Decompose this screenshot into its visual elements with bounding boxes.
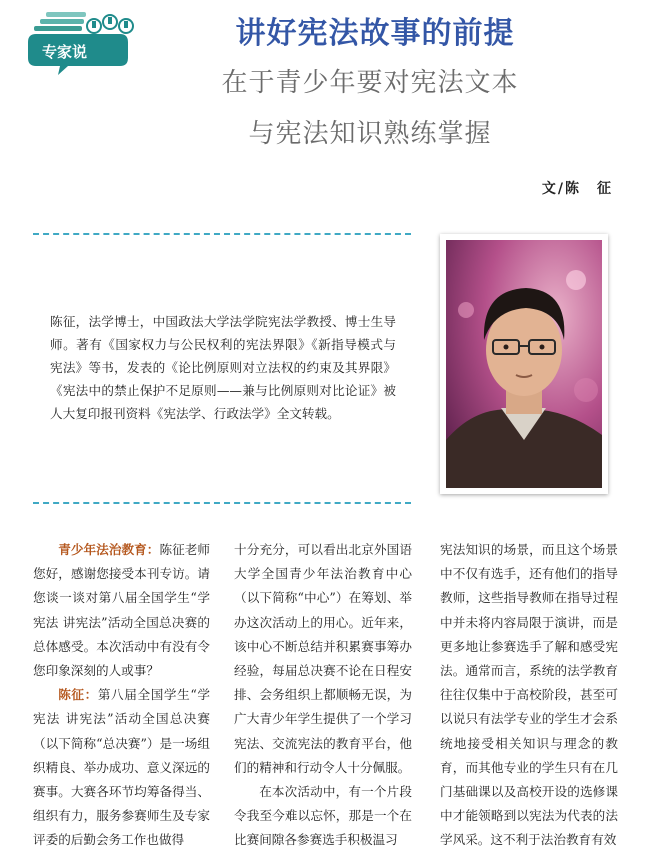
interviewee-label: 陈征： <box>58 687 98 703</box>
paragraph-continued: 宪法知识的场景，而且这个场景中不仅有选手，还有他们的指导教师，这些指导教师在指导过程中并未将内容局限于演讲，而是更多地让参赛选手了解和感受宪法。通常而言，系统的法学教育往往仅集中于高校阶段，甚至可以说只有法学专业的学生才会系统地接受相关知识与理念的教育，而其他专业的学生只有在几门基础课以及高校开设的选修课中才能领略到以宪法为代表的法学风采。这不利于法治教育有效 <box>440 542 618 848</box>
author-bio: 陈征，法学博士，中国政法大学法学院宪法学教授、博士生导师。著有《国家权力与公民权利的宪法界限》《新指导模式与宪法》等书，发表的《论比例原则对立法权的约束及其界限》《宪法中的禁止保护不足原则——兼与比例原则对比论证》被人大复印报刊资料《宪法学、行政法学》全文转载。 <box>50 314 396 421</box>
body-column-2 <box>234 538 412 853</box>
column-tag-logo <box>28 8 148 78</box>
paragraph-continued: 十分充分，可以看出北京外国语大学全国青少年法治教育中心（以下简称“中心”）在筹划、举办这次活动上的用心。近年来，该中心不断总结并积累赛事筹办经验，每届总决赛不论在日程安排、会务组织上都顺畅无误，为广大青少年学生提供了一个学习宪法、交流宪法的教育平台，他们的精神和行动令人十分佩服。 <box>234 542 412 775</box>
article-subtitle-line-2: 与宪法知识熟练掌握 <box>248 119 492 149</box>
interviewer-label: 青少年法治教育： <box>58 542 160 557</box>
paragraph: 在本次活动中，有一个片段令我至今难以忘怀，那是一个在比赛间隙各参赛选手积极温习 <box>234 784 412 848</box>
author-byline: 文/陈 征 <box>541 181 613 197</box>
author-portrait-photo <box>446 240 602 488</box>
divider-top <box>33 233 411 235</box>
body-column-1 <box>33 538 210 853</box>
answer-paragraph <box>33 683 210 852</box>
article-title: 讲好宪法故事的前提 <box>235 16 515 51</box>
column-tag-label: 专家说 <box>42 43 88 61</box>
body-column-3 <box>440 538 618 853</box>
question-text: 陈征老师您好，感谢您接受本刊专访。请您谈一谈对第八届全国学生“学宪法 讲宪法”活动全国总决赛的总体感受。本次活动中有没有令您印象深刻的人或事？ <box>33 542 210 679</box>
author-photo-frame <box>440 234 608 494</box>
question-paragraph <box>33 538 210 683</box>
answer-text: 第八届全国学生“学宪法 讲宪法”活动全国总决赛（以下简称“总决赛”）是一场组织精良、举办成功、意义深远的赛事。大赛各环节均筹备得当、组织有力，服务参赛师生及专家评委的后勤会务工作也做得 <box>33 687 210 848</box>
divider-bottom <box>33 502 411 504</box>
article-subtitle-line-1: 在于青少年要对宪法文本 <box>221 68 519 98</box>
